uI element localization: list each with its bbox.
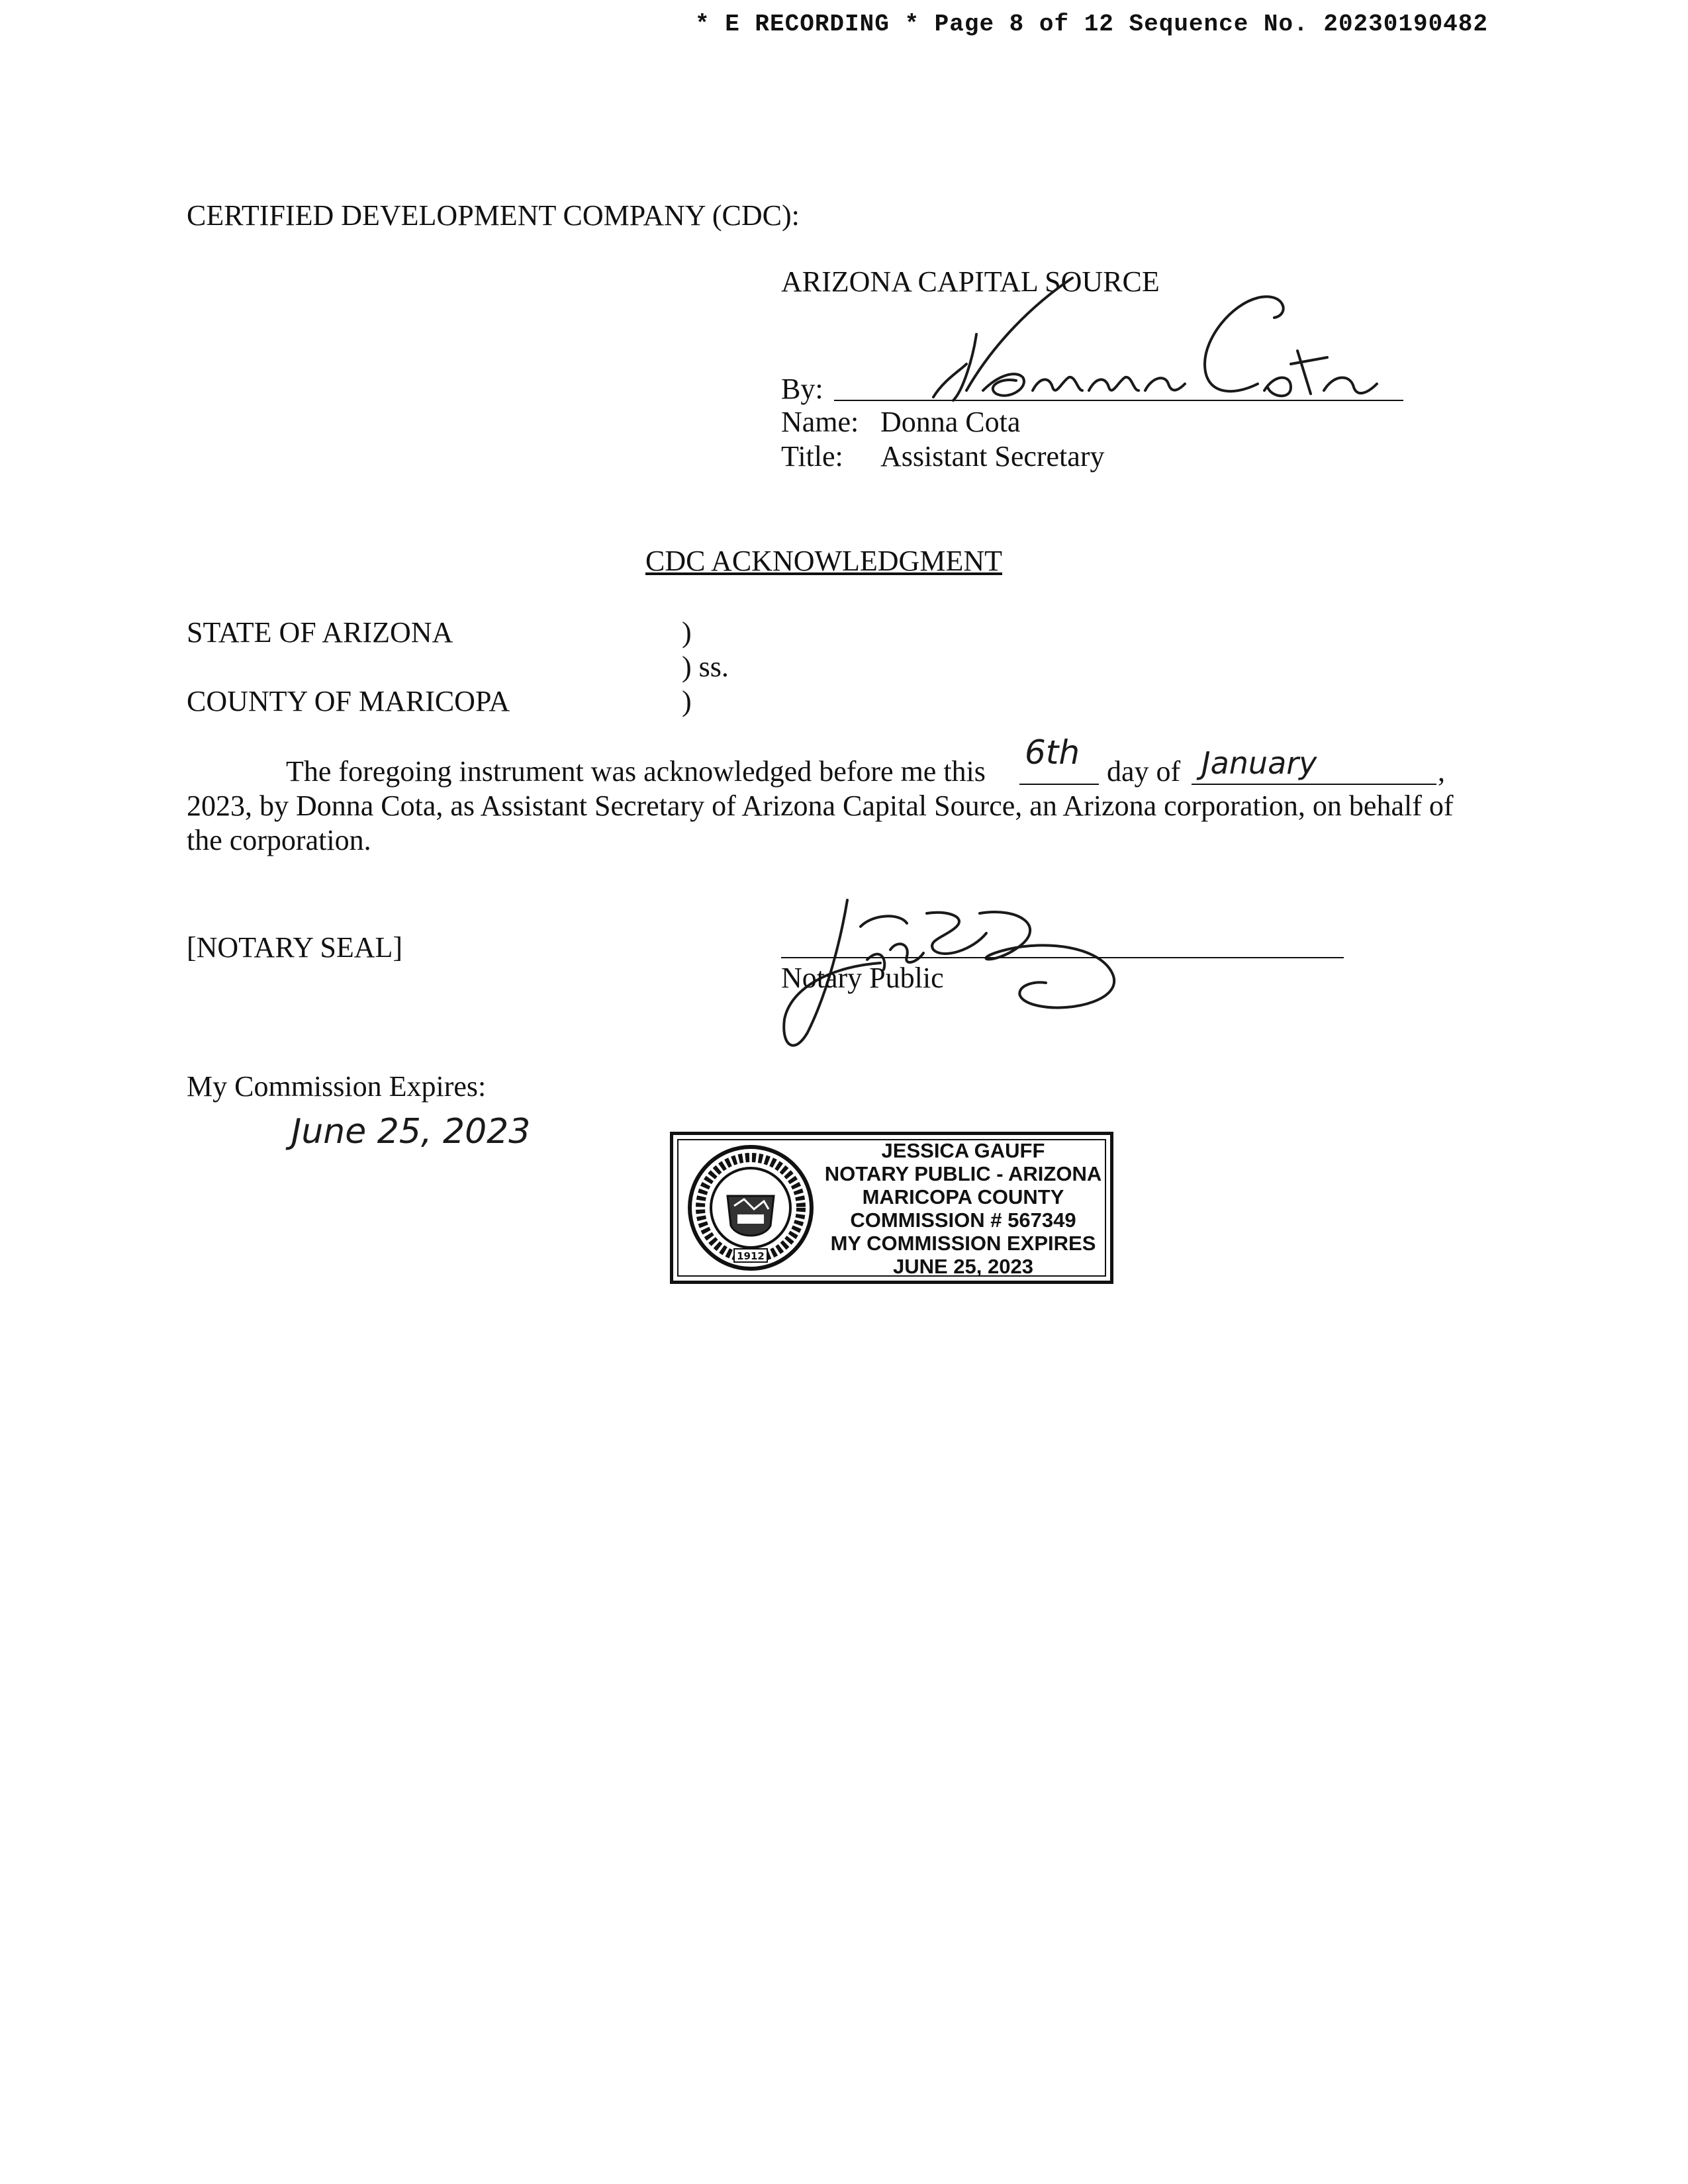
venue-paren-3: ) (682, 685, 692, 717)
acknowledgment-heading: CDC ACKNOWLEDGMENT (645, 545, 1002, 577)
venue-ss: ) ss. (682, 651, 729, 683)
month-blank (1192, 784, 1436, 785)
name-value: Donna Cota (880, 406, 1021, 438)
stamp-line-date: JUNE 25, 2023 (893, 1255, 1033, 1278)
title-value: Assistant Secretary (880, 440, 1105, 473)
stamp-line-expires: MY COMMISSION EXPIRES (830, 1232, 1096, 1255)
stamp-line-name: JESSICA GAUFF (881, 1139, 1045, 1162)
notary-seal-label: [NOTARY SEAL] (187, 931, 403, 964)
ack-text-part2: day of (1107, 755, 1181, 788)
name-label: Name: (781, 406, 859, 438)
state-line: STATE OF ARIZONA (187, 616, 453, 649)
notary-stamp (670, 1132, 1113, 1284)
month-handwritten: January (1201, 745, 1317, 781)
cota-signature (834, 265, 1417, 417)
stamp-line-title: NOTARY PUBLIC - ARIZONA (824, 1162, 1102, 1185)
ack-text-part1: The foregoing instrument was acknowledged before me this (286, 755, 986, 788)
signature-line (834, 400, 1403, 401)
day-handwritten: 6th (1025, 733, 1080, 772)
notary-signature-line (781, 957, 1344, 958)
arizona-seal-icon (681, 1143, 820, 1273)
stamp-line-commission: COMMISSION # 567349 (850, 1208, 1076, 1232)
ack-text-part3: , (1438, 755, 1445, 788)
company-name: ARIZONA CAPITAL SOURCE (781, 265, 1160, 298)
seal-year: 1912 (737, 1250, 765, 1262)
company-role-label: CERTIFIED DEVELOPMENT COMPANY (CDC): (187, 199, 800, 232)
commission-date-handwritten: June 25, 2023 (291, 1112, 531, 1152)
ack-text-part4: 2023, by Donna Cota, as Assistant Secretary of Arizona Capital Source, an Arizona corporation, on behalf of the corporation. (187, 790, 1454, 856)
stamp-text-block (824, 1139, 1102, 1278)
notary-public-label: Notary Public (781, 962, 944, 994)
title-label: Title: (781, 440, 843, 473)
stamp-line-county: MARICOPA COUNTY (862, 1185, 1064, 1208)
county-line: COUNTY OF MARICOPA (187, 685, 510, 717)
by-label: By: (781, 373, 823, 405)
commission-label: My Commission Expires: (187, 1070, 487, 1103)
recording-header: * E RECORDING * Page 8 of 12 Sequence No. 20230190482 (695, 11, 1488, 38)
venue-paren-1: ) (682, 616, 692, 649)
day-blank (1019, 784, 1099, 785)
